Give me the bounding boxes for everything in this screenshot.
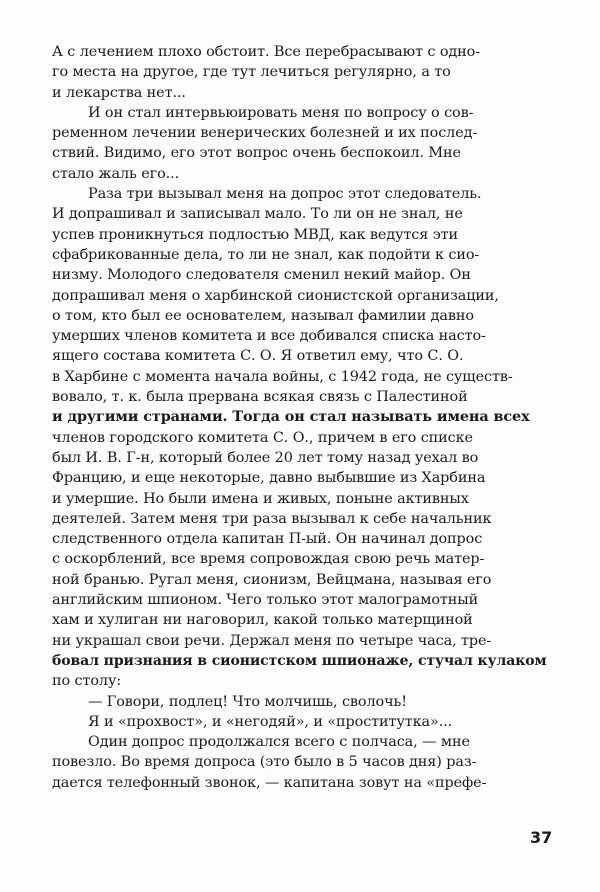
text-line-content: и умершие. Но были имена и живых, поныне активных [52,490,469,507]
text-line-content: и другими странами. Тогда он стал называть имена всех [52,408,530,426]
text-line-content: деятелей. Затем меня три раза вызывал к себе начальник [52,510,492,527]
text-line-content: ной бранью. Ругал меня, сионизм, Вейцмана, называя его [52,571,492,588]
text-line [52,245,552,265]
text-line [52,671,552,691]
text-line [52,286,552,306]
text-line-content: И допрашивал и записывал мало. То ли он не знал, не [52,206,463,223]
text-line [52,549,552,569]
text-line-content: дается телефонный звонок, — капитана зовут на «префе- [52,774,487,791]
text-line-content: ни украшал свои речи. Держал меня по четыре часа, тре- [52,632,492,649]
text-line-content: следственного отдела капитан П-ый. Он начинал допрос [52,531,483,548]
text-line [52,773,552,793]
text-line-content: был И. В. Г-н, который более 20 лет тому назад уехал во [52,449,479,466]
text-line-content: вовало, т. к. была прервана всякая связь с Палестиной [52,389,468,406]
text-line [52,326,552,346]
text-line [52,692,552,712]
text-line [52,62,552,82]
text-line [52,204,552,224]
text-line-content: сфабрикованные дела, то ли не знал, как подойти к сио- [52,246,480,263]
text-line-content: стало жаль его... [52,165,180,182]
text-line [52,184,552,204]
text-line [52,428,552,448]
text-line [52,448,552,468]
text-line [52,143,552,163]
text-line-content: допрашивал меня о харбинской сионистской организации, [52,287,499,304]
text-line [52,712,552,732]
text-line [52,164,552,184]
text-line [52,489,552,509]
text-line-content: Один допрос продолжался всего с полчаса, — мне [88,734,470,751]
text-line-content: бовал признания в сионистском шпионаже, стучал кулаком [52,652,547,669]
text-line-content: английским шпионом. Чего только этот малограмотный [52,592,479,609]
body-text [52,42,552,793]
text-line-content: о том, кто был ее основателем, называл фамилии давно [52,307,474,324]
text-line-content: ременном лечении венерических болезней и их послед- [52,125,478,142]
text-line [52,346,552,366]
text-line-content: ствий. Видимо, его этот вопрос очень беспокоил. Мне [52,145,461,162]
text-line [52,529,552,549]
text-line-content: Францию, и еще некоторые, давно выбывшие из Харбина [52,470,486,487]
text-line [52,732,552,752]
text-line [52,752,552,772]
text-line [52,610,552,630]
text-line-content: А с лечением плохо обстоит. Все перебрасывают с одно- [52,44,480,60]
text-line-content: И он стал интервьюировать меня по вопросу о сов- [88,104,474,121]
text-line-content: умерших членов комитета и все добивался списка насто- [52,328,486,345]
text-line [52,590,552,610]
text-line-content: в Харбине с момента начала войны, с 1942 года, не существ- [52,368,513,385]
text-line [52,265,552,285]
text-line [52,42,552,62]
text-line-content: Я и «прохвост», и «негодяй», и «проститутка»... [88,713,453,730]
text-line [52,83,552,103]
text-line-content: и лекарства нет... [52,84,186,101]
text-line-content: низму. Молодого следователя сменил некий майор. Он [52,267,471,284]
page-number: 37 [530,828,553,847]
text-line-content: успев проникнуться подлостью МВД, как ведутся эти [52,226,459,243]
text-line-content: го места на другое, где тут лечиться регулярно, а то [52,64,451,81]
text-line-content: Раза три вызывал меня на допрос этот следователь. [88,186,482,203]
text-line-content: повезло. Во время допроса (это было в 5 часов дня) раз- [52,754,477,771]
text-line-content: с оскорблений, все время сопровождая свою речь матер- [52,551,485,568]
text-line [52,468,552,488]
text-line [52,387,552,407]
text-line [52,103,552,123]
text-line [52,651,552,671]
text-line [52,306,552,326]
text-line-content: по столу: [52,673,122,690]
text-line-content: хам и хулиган ни наговорил, какой только матерщиной [52,612,473,629]
text-line [52,509,552,529]
text-line-content: ящего состава комитета С. О. Я ответил ему, что С. О. [52,348,464,365]
text-line-content: членов городского комитета С. О., причем в его списке [52,429,473,446]
text-line [52,570,552,590]
text-line [52,367,552,387]
text-line [52,631,552,651]
text-line [52,407,552,427]
text-line-content: — Говори, подлец! Что молчишь, сволочь! [88,693,407,710]
text-line [52,123,552,143]
text-line [52,225,552,245]
